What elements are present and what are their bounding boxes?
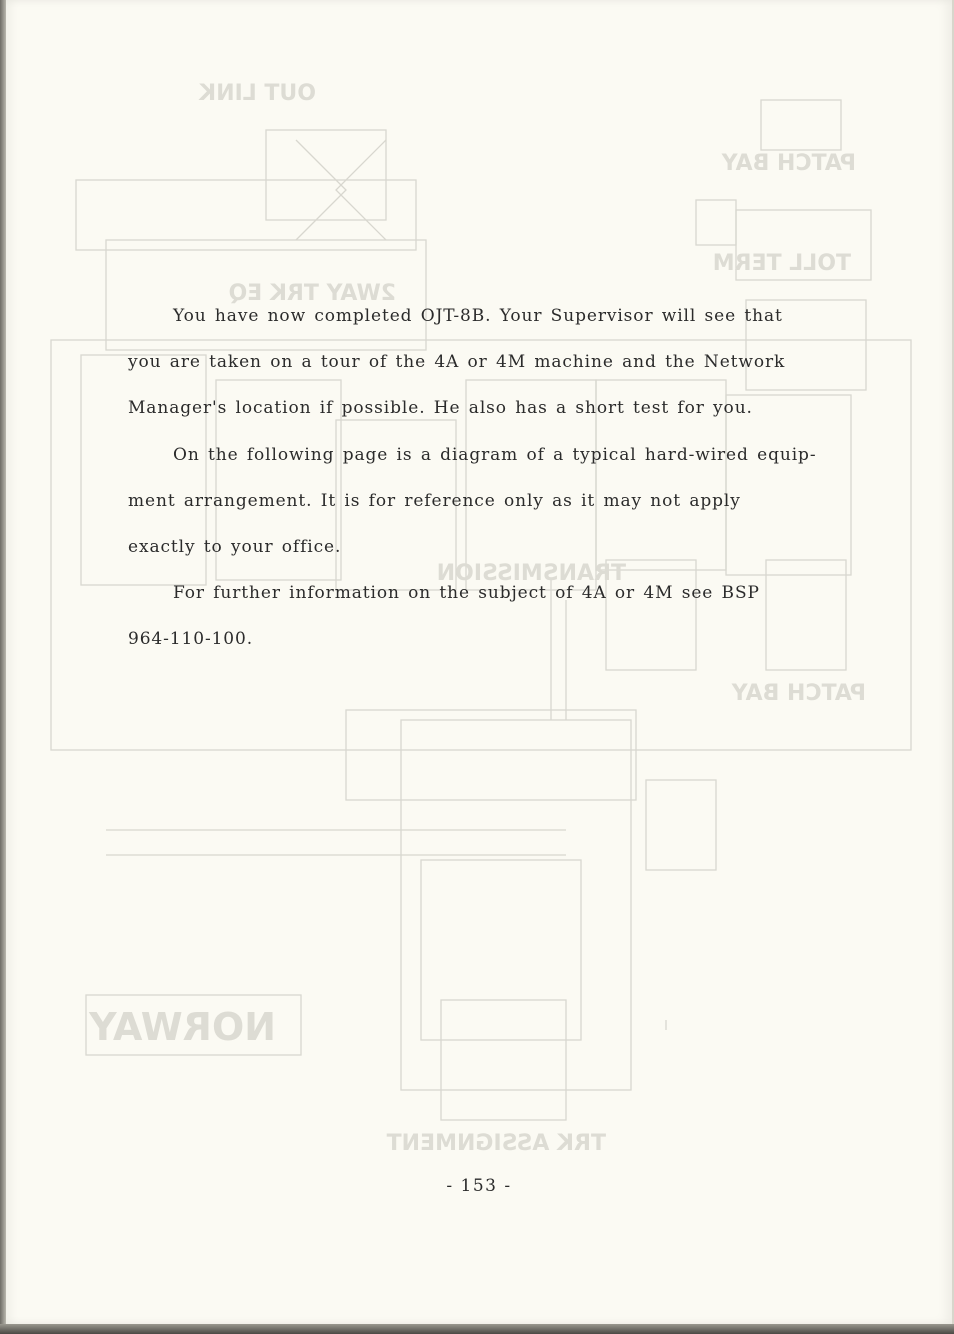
paragraph-1-line-3: Manager's location if possible. He also has a short test for you. [128, 398, 753, 419]
page-number: - 153 - [446, 1176, 512, 1196]
svg-text:PATCH BAY: PATCH BAY [731, 681, 866, 706]
paragraph-2-line-2: ment arrangement. It is for reference only as it may not apply [128, 490, 741, 511]
body-text [128, 296, 848, 666]
paragraph-2-line-1: On the following page is a diagram of a typical hard-wired equip- [173, 444, 817, 465]
svg-text:OUT LINK: OUT LINK [199, 81, 316, 106]
paragraph-3-line-2: 964-110-100. [128, 629, 254, 650]
document-page [6, 0, 952, 1324]
paragraph-3-line-1: For further information on the subject of 4A or 4M see BSP [173, 583, 760, 604]
paragraph-2-line-3: exactly to your office. [128, 536, 342, 557]
svg-text:2WAY TRK EQ: 2WAY TRK EQ [228, 281, 396, 306]
paragraph-1-line-1: You have now completed OJT-8B. Your Supervisor will see that [173, 306, 783, 326]
page-bottom-edge [0, 1324, 954, 1334]
svg-text:TRK ASSIGNMENT: TRK ASSIGNMENT [386, 1131, 606, 1156]
svg-text:TOLL TERM: TOLL TERM [712, 251, 851, 276]
paragraph-1-line-2: you are taken on a tour of the 4A or 4M machine and the Network [128, 352, 786, 373]
svg-text:NORWAY: NORWAY [89, 1005, 276, 1049]
svg-text:TRANSMISSION: TRANSMISSION [436, 561, 626, 586]
svg-text:PATCH BAY: PATCH BAY [721, 151, 856, 176]
